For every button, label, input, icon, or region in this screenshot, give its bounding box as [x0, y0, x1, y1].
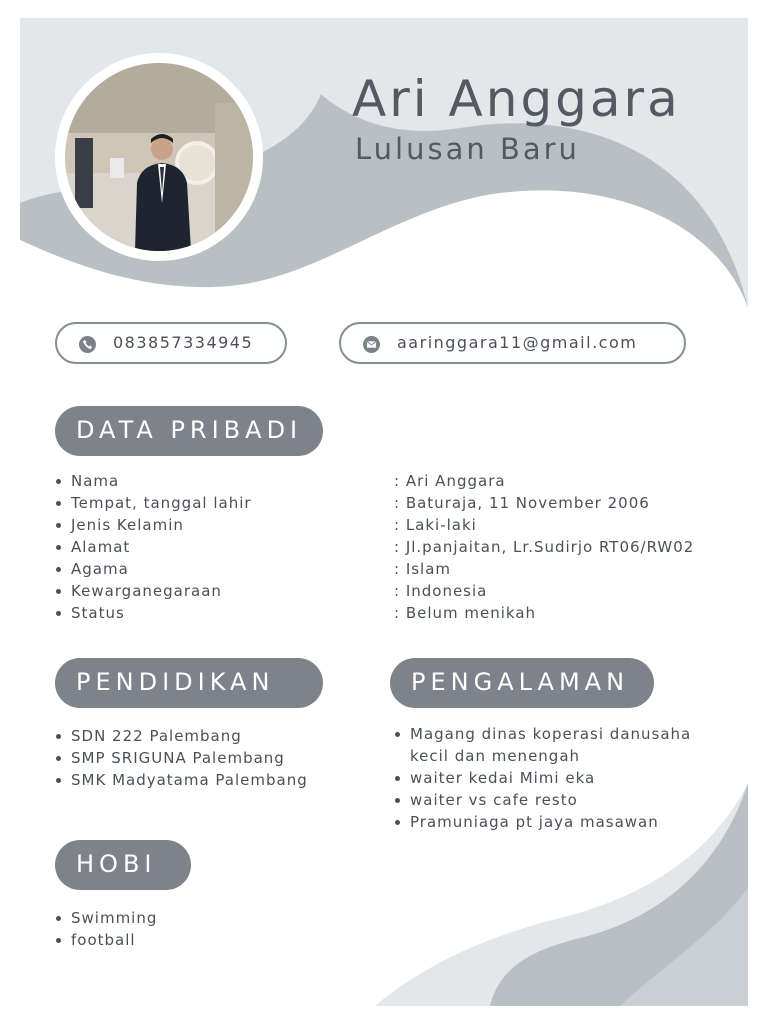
section-header-pengalaman: [390, 658, 654, 708]
email-address: aaringgara11@gmail.com: [397, 333, 638, 352]
hobby-list: [55, 907, 157, 951]
phone-number: 083857334945: [113, 333, 254, 352]
list-item: SDN 222 Palembang: [55, 725, 308, 747]
list-item: Tempat, tanggal lahir: [55, 492, 252, 514]
list-item: Swimming: [55, 907, 157, 929]
list-item: : Baturaja, 11 November 2006: [394, 494, 650, 512]
list-item: waiter vs cafe resto: [394, 789, 710, 811]
phone-icon: [79, 336, 96, 353]
list-item: Nama: [55, 470, 252, 492]
list-item: Kewarganegaraan: [55, 580, 252, 602]
list-item: waiter kedai Mimi eka: [394, 767, 710, 789]
personal-data-labels: [55, 470, 252, 624]
section-header-pendidikan: [55, 658, 323, 708]
personal-data-values: [394, 470, 694, 624]
list-item: : Ari Anggara: [394, 472, 506, 490]
section-header-data-pribadi: [55, 406, 323, 456]
list-item: : Jl.panjaitan, Lr.Sudirjo RT06/RW02: [394, 538, 695, 556]
list-item: Jenis Kelamin: [55, 514, 252, 536]
person-name: Ari Anggara: [352, 70, 681, 128]
list-item: Agama: [55, 558, 252, 580]
section-title: HOBI: [76, 850, 157, 878]
list-item: Status: [55, 602, 252, 624]
email-contact[interactable]: [339, 322, 686, 364]
job-title: Lulusan Baru: [355, 132, 580, 166]
section-header-hobi: [55, 840, 191, 890]
list-item: SMK Madyatama Palembang: [55, 769, 308, 791]
experience-list: [394, 723, 710, 833]
list-item: Alamat: [55, 536, 252, 558]
profile-photo-frame: [55, 53, 263, 261]
list-item: Pramuniaga pt jaya masawan: [394, 811, 710, 833]
list-item: : Laki-laki: [394, 516, 477, 534]
section-title: PENGALAMAN: [411, 668, 630, 696]
phone-contact[interactable]: [55, 322, 287, 364]
profile-photo: [65, 63, 253, 251]
list-item: : Indonesia: [394, 582, 488, 600]
section-title: PENDIDIKAN: [76, 668, 275, 696]
education-list: [55, 725, 308, 791]
list-item: Magang dinas koperasi danusaha kecil dan menengah: [394, 723, 710, 767]
cv-page: [20, 18, 748, 1006]
section-title: DATA PRIBADI: [76, 416, 303, 444]
list-item: : Belum menikah: [394, 604, 537, 622]
list-item: : Islam: [394, 560, 452, 578]
mail-icon: [363, 336, 380, 353]
list-item: SMP SRIGUNA Palembang: [55, 747, 308, 769]
list-item: football: [55, 929, 157, 951]
